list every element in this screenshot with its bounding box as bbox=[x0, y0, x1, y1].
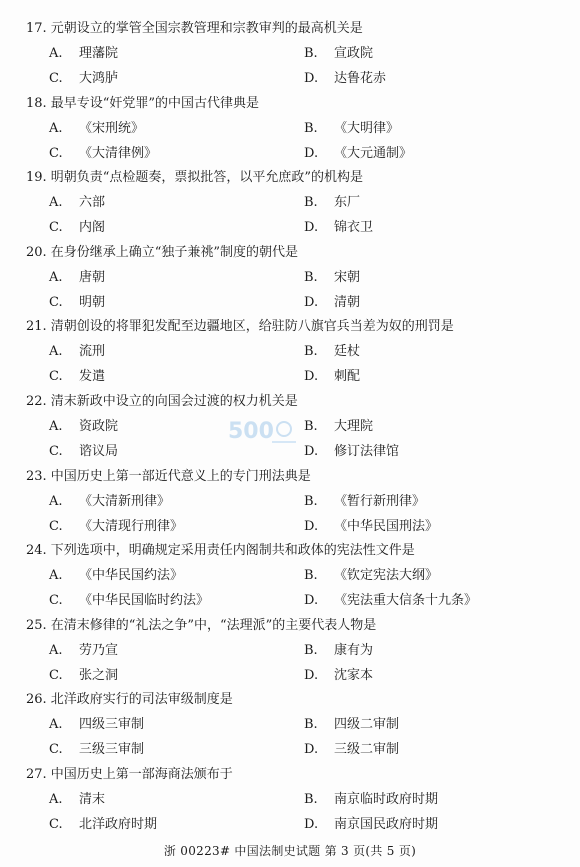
question-item bbox=[0, 393, 580, 467]
answer-option bbox=[304, 368, 360, 386]
option-letter: C. bbox=[49, 518, 63, 534]
option-text: 清朝 bbox=[334, 294, 361, 310]
option-text: 沈家本 bbox=[334, 667, 374, 683]
answer-option bbox=[304, 269, 360, 287]
option-text: 《中华民国约法》 bbox=[79, 568, 184, 584]
option-text: 《暂行新刑律》 bbox=[334, 493, 426, 509]
question-text: 在身份继承上确立“独子兼祧”制度的朝代是 bbox=[50, 244, 298, 260]
answer-option bbox=[304, 45, 373, 63]
answer-option bbox=[49, 667, 118, 685]
option-text: 宣政院 bbox=[334, 46, 374, 61]
question-item bbox=[0, 468, 580, 542]
answer-option bbox=[304, 642, 373, 660]
question-item bbox=[0, 766, 580, 840]
question-text: 中国历史上第一部近代意义上的专门刑法典是 bbox=[50, 468, 311, 484]
option-letter: B. bbox=[304, 419, 318, 434]
question-stem bbox=[26, 95, 259, 113]
answer-option bbox=[304, 343, 360, 361]
option-text: 《大清新刑律》 bbox=[79, 493, 171, 509]
answer-option bbox=[304, 567, 438, 585]
answer-option bbox=[49, 294, 105, 312]
question-stem bbox=[26, 244, 298, 262]
question-stem bbox=[26, 169, 363, 187]
option-text: 流刑 bbox=[79, 344, 106, 360]
question-item bbox=[0, 20, 580, 94]
option-text: 《宋刑统》 bbox=[79, 120, 145, 136]
option-text: 康有为 bbox=[334, 642, 374, 658]
option-text: 宋朝 bbox=[334, 269, 361, 285]
option-text: 《中华民国刑法》 bbox=[334, 518, 439, 534]
option-text: 清末 bbox=[79, 792, 106, 807]
answer-option bbox=[49, 269, 105, 287]
option-text: 修订法律馆 bbox=[334, 444, 400, 459]
option-letter: B. bbox=[304, 120, 318, 136]
option-letter: C. bbox=[49, 593, 63, 609]
option-letter: B. bbox=[304, 792, 318, 807]
question-text: 下列选项中，明确规定采用责任内阁制共和政体的宪法性文件是 bbox=[50, 543, 415, 559]
option-letter: D. bbox=[304, 145, 319, 161]
answer-option bbox=[304, 816, 438, 834]
option-letter: C. bbox=[49, 369, 63, 385]
svg-text:500: 500 bbox=[228, 419, 274, 444]
option-text: 理藩院 bbox=[79, 46, 119, 61]
option-text: 大鸿胪 bbox=[79, 71, 119, 86]
answer-option bbox=[304, 592, 477, 610]
answer-option bbox=[49, 70, 118, 88]
option-letter: D. bbox=[304, 593, 319, 609]
answer-option bbox=[304, 443, 399, 461]
question-number: 17. bbox=[26, 21, 47, 36]
question-stem bbox=[26, 468, 311, 486]
option-text: 发遣 bbox=[79, 369, 106, 385]
option-letter: A. bbox=[49, 344, 63, 360]
option-text: 内阁 bbox=[79, 220, 106, 236]
question-text: 清末新政中设立的向国会过渡的权力机关是 bbox=[50, 394, 298, 409]
option-letter: B. bbox=[304, 717, 318, 733]
option-letter: A. bbox=[49, 493, 63, 509]
option-letter: D. bbox=[304, 667, 319, 683]
option-text: 《大清律例》 bbox=[79, 145, 158, 161]
option-text: 《大元通制》 bbox=[334, 145, 413, 161]
question-item bbox=[0, 244, 580, 318]
answer-option bbox=[49, 567, 183, 585]
option-text: 《钦定宪法大纲》 bbox=[334, 568, 439, 584]
question-stem bbox=[26, 318, 454, 336]
answer-option bbox=[304, 70, 386, 88]
option-letter: B. bbox=[304, 46, 318, 61]
question-text: 清朝创设的将罪犯发配至边疆地区，给驻防八旗官兵当差为奴的刑罚是 bbox=[50, 319, 454, 335]
option-letter: B. bbox=[304, 568, 318, 584]
question-stem bbox=[26, 393, 298, 411]
option-letter: D. bbox=[304, 817, 319, 832]
option-letter: D. bbox=[304, 220, 319, 236]
answer-option bbox=[49, 816, 157, 834]
option-letter: D. bbox=[304, 518, 319, 534]
answer-option bbox=[49, 642, 118, 660]
option-text: 四级三审制 bbox=[79, 717, 145, 733]
option-letter: D. bbox=[304, 742, 319, 758]
answer-option bbox=[304, 194, 360, 212]
option-text: 《中华民国临时约法》 bbox=[79, 593, 210, 609]
answer-option bbox=[49, 219, 105, 237]
option-text: 刺配 bbox=[334, 369, 361, 385]
answer-option bbox=[49, 493, 170, 511]
option-letter: C. bbox=[49, 220, 63, 236]
option-text: 《大清现行刑律》 bbox=[79, 518, 184, 534]
option-text: 《大明律》 bbox=[334, 120, 400, 136]
option-text: 北洋政府时期 bbox=[79, 817, 158, 832]
question-item bbox=[0, 617, 580, 691]
answer-option bbox=[49, 194, 105, 212]
option-letter: B. bbox=[304, 344, 318, 360]
question-number: 19. bbox=[26, 170, 47, 186]
option-letter: A. bbox=[49, 717, 63, 733]
answer-option bbox=[49, 418, 118, 436]
option-letter: C. bbox=[49, 145, 63, 161]
option-text: 三级二审制 bbox=[334, 742, 400, 758]
option-text: 劳乃宣 bbox=[79, 642, 119, 658]
question-number: 24. bbox=[26, 543, 47, 559]
question-text: 元朝设立的掌管全国宗教管理和宗教审判的最高机关是 bbox=[50, 21, 363, 36]
option-text: 南京国民政府时期 bbox=[334, 817, 439, 832]
option-letter: D. bbox=[304, 294, 319, 310]
question-stem bbox=[26, 766, 233, 784]
option-text: 《宪法重大信条十九条》 bbox=[334, 593, 478, 609]
option-letter: A. bbox=[49, 568, 63, 584]
question-text: 最早专设“奸党罪”的中国古代律典是 bbox=[50, 95, 259, 111]
answer-option bbox=[304, 741, 399, 759]
answer-option bbox=[49, 791, 105, 809]
question-number: 18. bbox=[26, 95, 47, 111]
option-letter: C. bbox=[49, 667, 63, 683]
answer-option bbox=[49, 741, 144, 759]
answer-option bbox=[304, 145, 412, 163]
option-letter: A. bbox=[49, 195, 63, 211]
answer-option bbox=[49, 45, 118, 63]
question-item bbox=[0, 318, 580, 392]
answer-option bbox=[49, 343, 105, 361]
option-text: 唐朝 bbox=[79, 269, 106, 285]
answer-option bbox=[304, 716, 399, 734]
answer-option bbox=[304, 120, 399, 138]
answer-option bbox=[304, 219, 373, 237]
option-letter: A. bbox=[49, 792, 63, 807]
option-letter: B. bbox=[304, 269, 318, 285]
answer-option bbox=[304, 493, 425, 511]
option-letter: A. bbox=[49, 46, 63, 61]
option-text: 四级二审制 bbox=[334, 717, 400, 733]
option-letter: C. bbox=[49, 71, 63, 86]
answer-option bbox=[304, 418, 373, 436]
question-stem bbox=[26, 617, 376, 635]
option-text: 锦衣卫 bbox=[334, 220, 374, 236]
question-stem bbox=[26, 20, 363, 38]
option-text: 谘议局 bbox=[79, 444, 119, 459]
option-letter: B. bbox=[304, 493, 318, 509]
question-text: 北洋政府实行的司法审级制度是 bbox=[50, 692, 233, 708]
question-text: 明朝负责“点检题奏，票拟批答，以平允庶政”的机构是 bbox=[50, 170, 363, 186]
option-letter: A. bbox=[49, 419, 63, 434]
question-stem bbox=[26, 691, 233, 709]
option-text: 六部 bbox=[79, 195, 106, 211]
option-letter: D. bbox=[304, 71, 319, 86]
option-text: 达鲁花赤 bbox=[334, 71, 387, 86]
question-number: 22. bbox=[26, 394, 47, 409]
option-text: 南京临时政府时期 bbox=[334, 792, 439, 807]
option-letter: D. bbox=[304, 369, 319, 385]
option-text: 大理院 bbox=[334, 419, 374, 434]
answer-option bbox=[49, 592, 209, 610]
option-letter: B. bbox=[304, 642, 318, 658]
answer-option bbox=[49, 518, 183, 536]
question-number: 20. bbox=[26, 244, 47, 260]
answer-option bbox=[304, 518, 438, 536]
option-text: 资政院 bbox=[79, 419, 119, 434]
question-item bbox=[0, 542, 580, 616]
question-text: 在清末修律的“礼法之争”中，“法理派”的主要代表人物是 bbox=[50, 617, 377, 633]
option-text: 东厂 bbox=[334, 195, 361, 211]
answer-option bbox=[304, 667, 373, 685]
page-footer: 浙 00223# 中国法制史试题 第 3 页(共 5 页) bbox=[163, 844, 417, 858]
question-stem bbox=[26, 542, 415, 560]
option-letter: A. bbox=[49, 642, 63, 658]
question-text: 中国历史上第一部海商法颁布于 bbox=[50, 767, 233, 782]
question-item bbox=[0, 691, 580, 765]
option-letter: C. bbox=[49, 817, 63, 832]
option-letter: A. bbox=[49, 120, 63, 136]
question-number: 26. bbox=[26, 692, 47, 708]
option-letter: A. bbox=[49, 269, 63, 285]
option-letter: B. bbox=[304, 195, 318, 211]
option-letter: D. bbox=[304, 444, 319, 459]
option-text: 张之洞 bbox=[79, 667, 119, 683]
question-number: 25. bbox=[26, 617, 47, 633]
answer-option bbox=[304, 294, 360, 312]
question-number: 27. bbox=[26, 767, 47, 782]
answer-option bbox=[49, 120, 144, 138]
option-letter: C. bbox=[49, 742, 63, 758]
option-text: 明朝 bbox=[79, 294, 106, 310]
answer-option bbox=[49, 145, 157, 163]
answer-option bbox=[49, 443, 118, 461]
answer-option bbox=[49, 716, 144, 734]
question-item bbox=[0, 169, 580, 243]
question-item bbox=[0, 95, 580, 169]
option-letter: C. bbox=[49, 444, 63, 459]
answer-option bbox=[49, 368, 105, 386]
option-text: 三级三审制 bbox=[79, 742, 145, 758]
question-number: 23. bbox=[26, 468, 47, 484]
option-text: 廷杖 bbox=[334, 344, 361, 360]
answer-option bbox=[304, 791, 438, 809]
option-letter: C. bbox=[49, 294, 63, 310]
question-number: 21. bbox=[26, 319, 47, 335]
